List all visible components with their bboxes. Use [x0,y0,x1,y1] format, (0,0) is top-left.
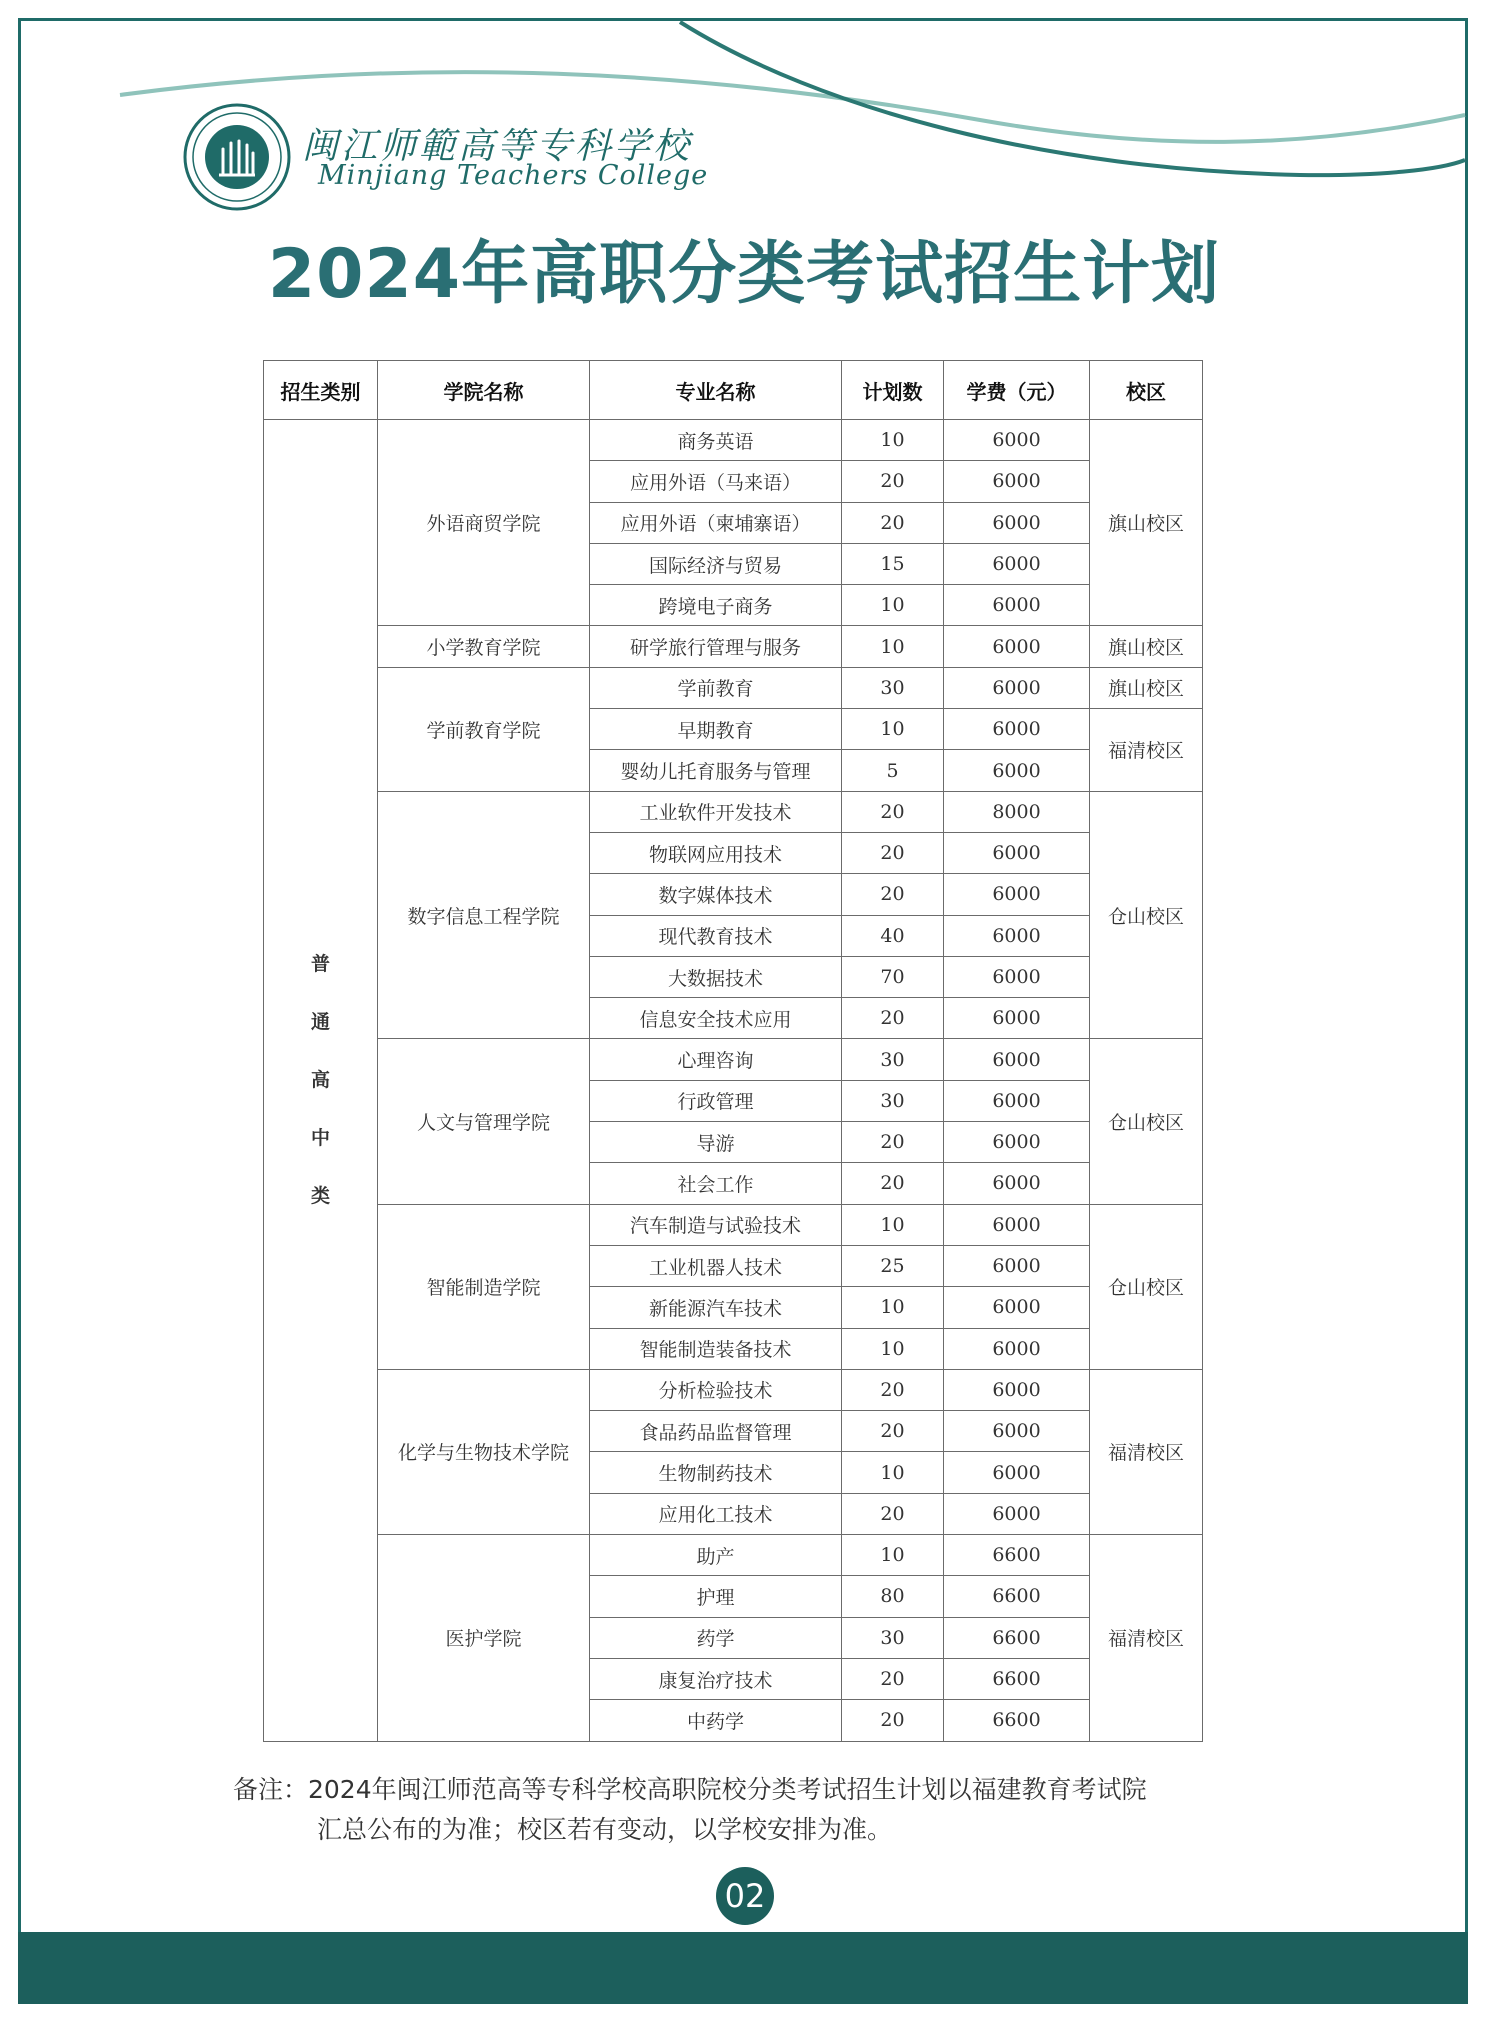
category-char: 类 [310,1185,330,1208]
fee-cell: 6000 [944,1080,1090,1121]
major-cell: 大数据技术 [590,956,842,997]
category-cell [264,420,378,1742]
header-college: 学院名称 [378,361,590,420]
major-cell: 社会工作 [590,1163,842,1204]
college-cell: 小学教育学院 [378,626,590,667]
major-cell: 药学 [590,1617,842,1658]
plan-cell: 25 [842,1245,944,1286]
major-cell: 早期教育 [590,709,842,750]
plan-cell: 20 [842,1658,944,1699]
college-cell: 医护学院 [378,1535,590,1741]
plan-cell: 30 [842,667,944,708]
plan-cell: 10 [842,1328,944,1369]
plan-cell: 10 [842,420,944,461]
fee-cell: 6000 [944,1287,1090,1328]
category-char: 中 [310,1127,330,1150]
plan-cell: 20 [842,1411,944,1452]
major-cell: 物联网应用技术 [590,832,842,873]
remark-line-2: 汇总公布的为准；校区若有变动，以学校安排为准。 [317,1815,893,1844]
category-char: 普 [310,953,330,976]
major-cell: 应用外语（马来语） [590,461,842,502]
plan-cell: 20 [842,1493,944,1534]
table-header-row [264,361,1203,420]
major-cell: 食品药品监督管理 [590,1411,842,1452]
major-cell: 工业软件开发技术 [590,791,842,832]
table-row [264,420,1203,461]
enrollment-plan-table [263,360,1203,1742]
fee-cell: 8000 [944,791,1090,832]
major-cell: 行政管理 [590,1080,842,1121]
page-number-badge: 02 [716,1867,774,1925]
college-cell: 数字信息工程学院 [378,791,590,1039]
table-body [264,420,1203,1742]
fee-cell: 6600 [944,1658,1090,1699]
fee-cell: 6000 [944,1369,1090,1410]
plan-cell: 20 [842,791,944,832]
table-row [264,791,1203,832]
college-cell: 化学与生物技术学院 [378,1369,590,1534]
major-cell: 导游 [590,1122,842,1163]
college-name-cn: 闽江师範高等专科学校 [302,126,693,167]
table-row [264,1204,1203,1245]
fee-cell: 6000 [944,1328,1090,1369]
plan-cell: 10 [842,1204,944,1245]
campus-cell: 仓山校区 [1090,791,1203,1039]
header-campus: 校区 [1090,361,1203,420]
major-cell: 中药学 [590,1700,842,1741]
major-cell: 助产 [590,1535,842,1576]
major-cell: 应用外语（柬埔寨语） [590,502,842,543]
plan-cell: 10 [842,585,944,626]
fee-cell: 6000 [944,543,1090,584]
fee-cell: 6600 [944,1576,1090,1617]
major-cell: 护理 [590,1576,842,1617]
fee-cell: 6000 [944,1493,1090,1534]
major-cell: 婴幼儿托育服务与管理 [590,750,842,791]
fee-cell: 6600 [944,1535,1090,1576]
table-row [264,1039,1203,1080]
category-char: 高 [310,1069,330,1092]
header-major: 专业名称 [590,361,842,420]
campus-cell: 旗山校区 [1090,420,1203,626]
plan-cell: 30 [842,1080,944,1121]
plan-cell: 20 [842,502,944,543]
fee-cell: 6000 [944,709,1090,750]
plan-cell: 20 [842,1369,944,1410]
plan-cell: 10 [842,709,944,750]
fee-cell: 6000 [944,874,1090,915]
fee-cell: 6000 [944,956,1090,997]
plan-cell: 80 [842,1576,944,1617]
fee-cell: 6000 [944,1122,1090,1163]
header-fee: 学费（元） [944,361,1090,420]
fee-cell: 6000 [944,832,1090,873]
major-cell: 分析检验技术 [590,1369,842,1410]
fee-cell: 6000 [944,750,1090,791]
plan-cell: 20 [842,1122,944,1163]
fee-cell: 6000 [944,1039,1090,1080]
page-title: 2024年高职分类考试招生计划 [267,235,1221,314]
plan-cell: 10 [842,1535,944,1576]
major-cell: 康复治疗技术 [590,1658,842,1699]
major-cell: 研学旅行管理与服务 [590,626,842,667]
college-name-en: Minjiang Teachers College [318,160,709,191]
college-seal-logo [183,103,291,211]
fee-cell: 6000 [944,998,1090,1039]
plan-cell: 20 [842,998,944,1039]
fee-cell: 6000 [944,1245,1090,1286]
fee-cell: 6000 [944,502,1090,543]
campus-cell: 旗山校区 [1090,667,1203,708]
fee-cell: 6000 [944,420,1090,461]
plan-cell: 10 [842,1452,944,1493]
plan-cell: 10 [842,1287,944,1328]
plan-cell: 20 [842,1700,944,1741]
header-plan: 计划数 [842,361,944,420]
college-cell: 学前教育学院 [378,667,590,791]
plan-cell: 15 [842,543,944,584]
major-cell: 跨境电子商务 [590,585,842,626]
major-cell: 应用化工技术 [590,1493,842,1534]
fee-cell: 6000 [944,915,1090,956]
header-category: 招生类别 [264,361,378,420]
plan-cell: 40 [842,915,944,956]
major-cell: 数字媒体技术 [590,874,842,915]
table-row [264,667,1203,708]
fee-cell: 6000 [944,667,1090,708]
major-cell: 智能制造装备技术 [590,1328,842,1369]
fee-cell: 6000 [944,1411,1090,1452]
footer-band [18,1932,1468,2004]
plan-cell: 20 [842,874,944,915]
campus-cell: 福清校区 [1090,1369,1203,1534]
plan-cell: 30 [842,1617,944,1658]
campus-cell: 福清校区 [1090,1535,1203,1741]
campus-cell: 福清校区 [1090,709,1203,792]
campus-cell: 仓山校区 [1090,1204,1203,1369]
category-char: 通 [310,1011,330,1034]
college-cell: 智能制造学院 [378,1204,590,1369]
plan-cell: 20 [842,1163,944,1204]
plan-cell: 20 [842,461,944,502]
remark-note [233,1770,1147,1850]
fee-cell: 6000 [944,585,1090,626]
table-row [264,1535,1203,1576]
fee-cell: 6000 [944,1204,1090,1245]
plan-cell: 70 [842,956,944,997]
major-cell: 汽车制造与试验技术 [590,1204,842,1245]
major-cell: 信息安全技术应用 [590,998,842,1039]
plan-cell: 20 [842,832,944,873]
major-cell: 学前教育 [590,667,842,708]
fee-cell: 6600 [944,1700,1090,1741]
college-cell: 外语商贸学院 [378,420,590,626]
table-row [264,1369,1203,1410]
major-cell: 心理咨询 [590,1039,842,1080]
fee-cell: 6000 [944,1452,1090,1493]
fee-cell: 6000 [944,1163,1090,1204]
plan-cell: 5 [842,750,944,791]
fee-cell: 6000 [944,626,1090,667]
major-cell: 工业机器人技术 [590,1245,842,1286]
remark-line-1: 备注：2024年闽江师范高等专科学校高职院校分类考试招生计划以福建教育考试院 [233,1775,1147,1804]
plan-cell: 10 [842,626,944,667]
fee-cell: 6600 [944,1617,1090,1658]
plan-cell: 30 [842,1039,944,1080]
major-cell: 商务英语 [590,420,842,461]
major-cell: 现代教育技术 [590,915,842,956]
fee-cell: 6000 [944,461,1090,502]
campus-cell: 仓山校区 [1090,1039,1203,1204]
major-cell: 生物制药技术 [590,1452,842,1493]
college-cell: 人文与管理学院 [378,1039,590,1204]
major-cell: 国际经济与贸易 [590,543,842,584]
major-cell: 新能源汽车技术 [590,1287,842,1328]
campus-cell: 旗山校区 [1090,626,1203,667]
table-row [264,626,1203,667]
